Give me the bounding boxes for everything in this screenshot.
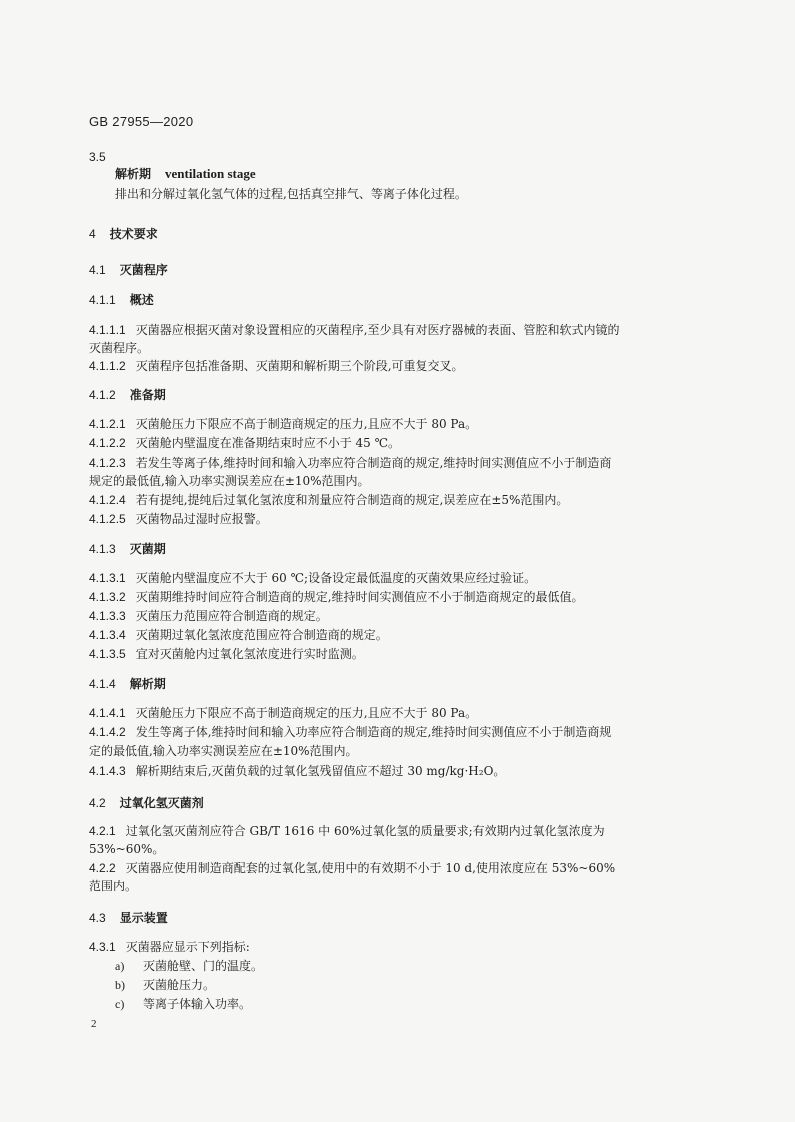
clause-paragraph: 4.1.2.4 若有提纯,提纯后过氧化氢浓度和剂量应符合制造商的规定,误差应在±5%范围内。 (89, 493, 569, 507)
subsection-heading: 4.1.4 解析期 (89, 677, 166, 691)
clause-number: 3.5 (89, 150, 106, 164)
term-english: ventilation stage (165, 166, 256, 181)
list-item: b) 灭菌舱压力。 (115, 978, 216, 992)
clause-paragraph: 4.1.4.1 灭菌舱压力下限应不高于制造商规定的压力,且应不大于 80 Pa。 (89, 706, 478, 720)
clause-paragraph: 4.1.3.4 灭菌期过氧化氢浓度范围应符合制造商的规定。 (89, 628, 388, 642)
section-title: 显示装置 (119, 911, 168, 925)
clause-paragraph-continued: 范围内。 (89, 879, 138, 893)
clause-paragraph: 4.1.3.5 宜对灭菌舱内过氧化氢浓度进行实时监测。 (89, 647, 364, 661)
document-code: GB 27955—2020 (89, 114, 194, 129)
section-heading: 4.3 显示装置 (89, 911, 168, 925)
clause-paragraph: 4.1.2.5 灭菌物品过湿时应报警。 (89, 512, 268, 526)
clause-paragraph-continued: 规定的最低值,输入功率实测误差应在±10%范围内。 (89, 474, 370, 488)
clause-paragraph: 4.1.1.2 灭菌程序包括准备期、灭菌期和解析期三个阶段,可重复交叉。 (89, 359, 464, 373)
clause-paragraph: 4.2.1 过氧化氢灭菌剂应符合 GB/T 1616 中 60%过氧化氢的质量要求;有效期内过氧化氢浓度为 (89, 824, 605, 838)
subsection-heading: 4.1.3 灭菌期 (89, 542, 166, 556)
subsection-heading: 4.1.2 准备期 (89, 388, 166, 402)
section-title: 过氧化氢灭菌剂 (119, 796, 204, 810)
clause-paragraph: 4.3.1 灭菌器应显示下列指标: (89, 940, 250, 954)
clause-paragraph-continued: 定的最低值,输入功率实测误差应在±10%范围内。 (89, 744, 358, 758)
subsection-heading: 4.1.1 概述 (89, 293, 154, 307)
clause-paragraph: 4.1.2.3 若发生等离子体,维持时间和输入功率应符合制造商的规定,维持时间实测值应不小于制造商 (89, 456, 612, 470)
clause-paragraph: 4.1.3.2 灭菌期维持时间应符合制造商的规定,维持时间实测值应不小于制造商规定的最低值。 (89, 590, 584, 604)
section-title: 技术要求 (109, 227, 158, 241)
clause-paragraph: 4.1.3.1 灭菌舱内壁温度应不大于 60 ℃;设备设定最低温度的灭菌效果应经过验证。 (89, 571, 537, 585)
section-heading: 4.1 灭菌程序 (89, 263, 168, 277)
term-heading (115, 166, 256, 182)
subsection-title: 灭菌期 (129, 542, 166, 556)
clause-paragraph: 4.2.2 灭菌器应使用制造商配套的过氧化氢,使用中的有效期不小于 10 d,使用浓度应在 53%~60% (89, 861, 616, 875)
subsection-title: 准备期 (129, 388, 166, 402)
clause-paragraph: 4.1.4.3 解析期结束后,灭菌负载的过氧化氢残留值应不超过 30 mg/kg·H₂O。 (89, 764, 506, 778)
section-heading: 4 技术要求 (89, 227, 158, 241)
clause-paragraph: 4.1.2.1 灭菌舱压力下限应不高于制造商规定的压力,且应不大于 80 Pa。 (89, 417, 478, 431)
clause-paragraph-continued: 灭菌程序。 (89, 341, 150, 355)
section-heading: 4.2 过氧化氢灭菌剂 (89, 796, 204, 810)
clause-paragraph: 4.1.3.3 灭菌压力范围应符合制造商的规定。 (89, 609, 328, 623)
clause-paragraph: 4.1.1.1 灭菌器应根据灭菌对象设置相应的灭菌程序,至少具有对医疗器械的表面、管腔和软式内镜的 (89, 323, 620, 337)
list-item: c) 等离子体输入功率。 (115, 997, 252, 1011)
page-number: 2 (91, 1018, 97, 1030)
clause-paragraph-continued: 53%~60%。 (89, 842, 165, 856)
list-item: a) 灭菌舱壁、门的温度。 (115, 959, 264, 973)
term-chinese: 解析期 (115, 167, 152, 181)
subsection-title: 解析期 (129, 677, 166, 691)
term-definition: 排出和分解过氧化氢气体的过程,包括真空排气、等离子体化过程。 (115, 187, 467, 201)
section-title: 灭菌程序 (119, 263, 168, 277)
subsection-title: 概述 (129, 293, 154, 307)
clause-paragraph: 4.1.2.2 灭菌舱内壁温度在准备期结束时应不小于 45 ℃。 (89, 436, 401, 450)
clause-paragraph: 4.1.4.2 发生等离子体,维持时间和输入功率应符合制造商的规定,维持时间实测值应不小于制造商规 (89, 725, 612, 739)
